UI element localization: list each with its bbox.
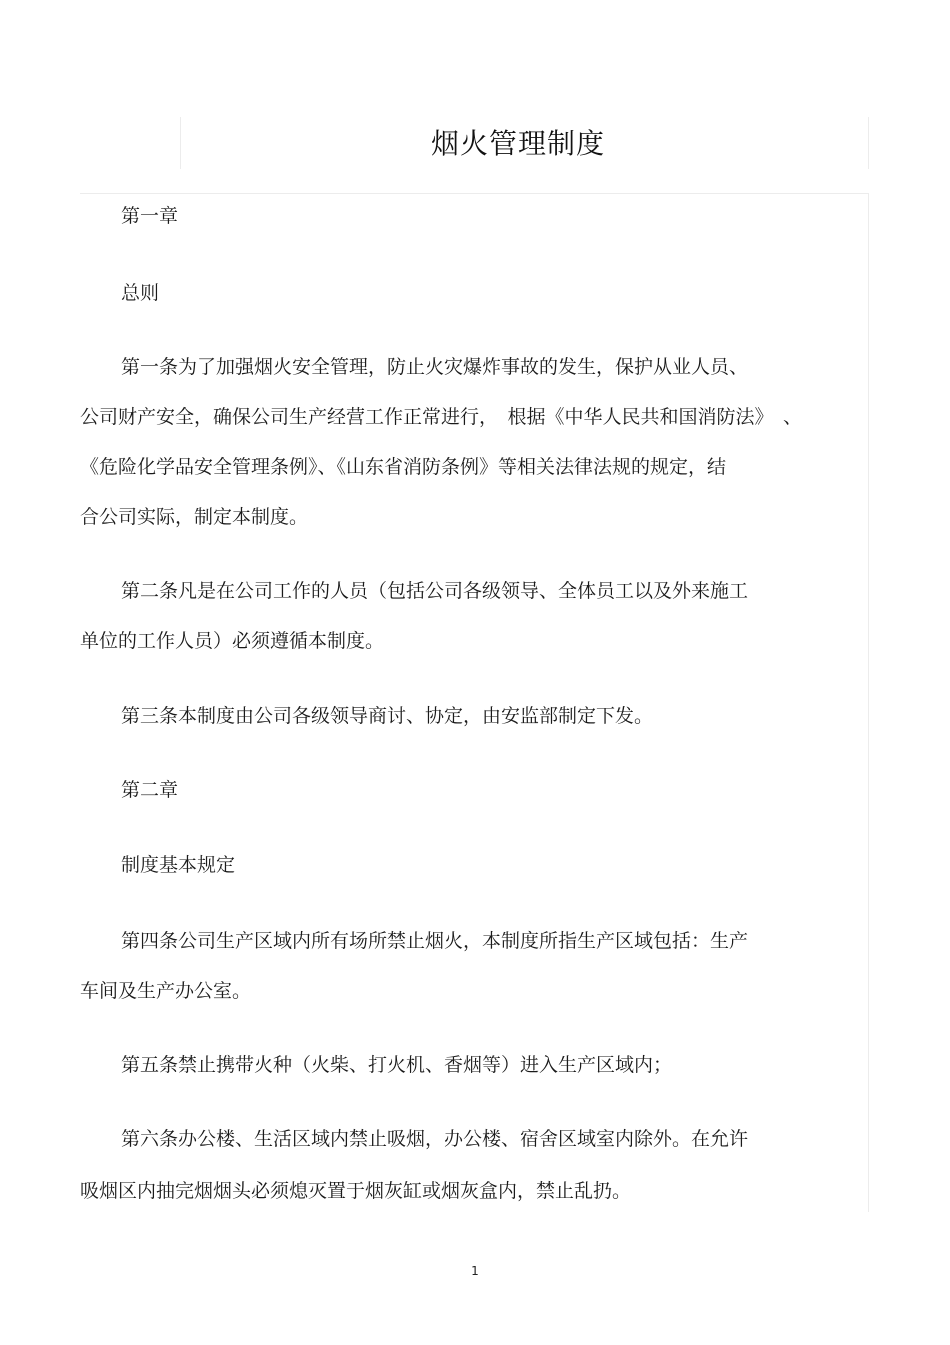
article-line: 吸烟区内抽完烟烟头必须熄灭置于烟灰缸或烟灰盒内，禁止乱扔。 [80,1180,632,1202]
article-line: 第二条凡是在公司工作的人员（包括公司各级领导、全体员工以及外来施工 [121,580,749,602]
article-line: 《危险化学品安全管理条例》、《山东省消防条例》等相关法律法规的规定，结 [80,456,727,478]
frame-line [868,194,869,1212]
page-number: 1 [471,1264,479,1278]
chapter-title: 制度基本规定 [121,854,236,876]
article-line: 第四条公司生产区域内所有场所禁止烟火，本制度所指生产区域包括：生产 [121,930,749,952]
chapter-heading: 第一章 [121,205,179,227]
article-line: 第一条为了加强烟火安全管理，防止火灾爆炸事故的发生，保护从业人员、 [121,356,749,378]
document-title: 烟火管理制度 [430,127,605,160]
article-line: 第三条本制度由公司各级领导商讨、协定，由安监部制定下发。 [121,705,654,727]
article-line: 车间及生产办公室。 [80,980,252,1002]
article-line: 合公司实际，制定本制度。 [80,506,309,528]
chapter-title: 总则 [121,282,160,304]
article-line: 第五条禁止携带火种（火柴、打火机、香烟等）进入生产区域内； [121,1054,673,1076]
article-line: 单位的工作人员）必须遵循本制度。 [80,630,385,652]
article-line: 第六条办公楼、生活区域内禁止吸烟，办公楼、宿舍区域室内除外。在允许 [121,1128,749,1150]
frame-line [868,117,869,169]
chapter-heading: 第二章 [121,779,179,801]
frame-line [80,193,869,194]
article-line: 公司财产安全，确保公司生产经营工作正常进行， 根据《中华人民共和国消防法》 、 [80,406,803,428]
